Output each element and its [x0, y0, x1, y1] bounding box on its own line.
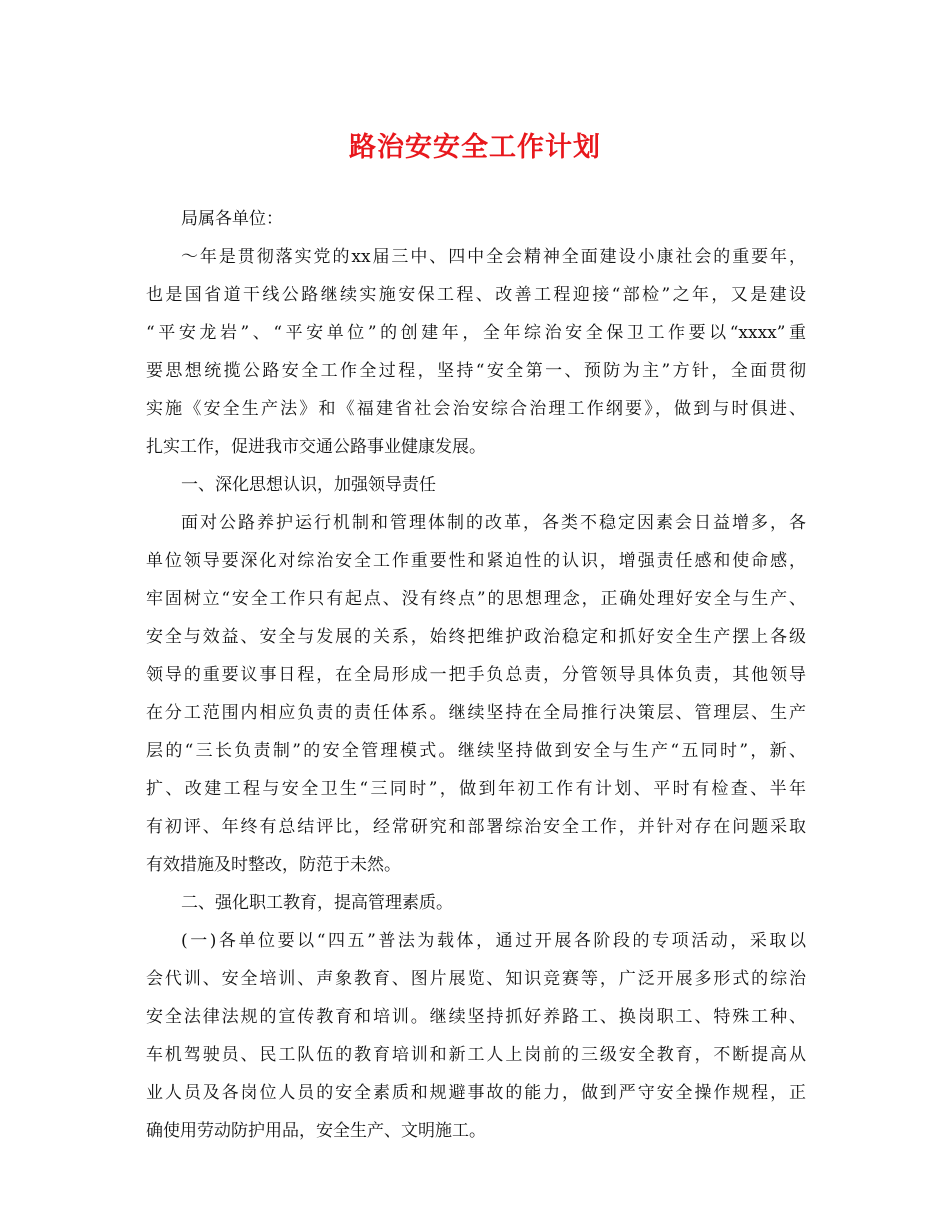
- paragraph-line: 扩、改建工程与安全卫生“三同时”，做到年初工作有计划、平时有检查、半年: [146, 779, 806, 799]
- salutation: 局属各单位：: [181, 209, 283, 229]
- paragraph-line: 扎实工作，促进我市交通公路事业健康发展。: [146, 437, 486, 457]
- paragraph-line: 有初评、年终有总结评比，经常研究和部署综治安全工作，并针对存在问题采取: [146, 817, 806, 837]
- paragraph-line: 也是国省道干线公路继续实施安保工程、改善工程迎接“部检”之年，又是建设: [146, 285, 806, 305]
- paragraph-line: 安全与效益、安全与发展的关系，始终把维护政治稳定和抓好安全生产摆上各级: [146, 627, 806, 647]
- paragraph-line: 牢固树立“安全工作只有起点、没有终点”的思想理念，正确处理好安全与生产、: [146, 589, 806, 609]
- section-heading: 一、深化思想认识，加强领导责任: [181, 475, 436, 495]
- document-title: 路治安安全工作计划: [349, 132, 601, 163]
- paragraph-line: 要思想统揽公路安全工作全过程，坚持“安全第一、预防为主”方针，全面贯彻: [146, 361, 806, 381]
- document-body: [146, 200, 806, 1150]
- paragraph-line: 有效措施及时整改，防范于未然。: [146, 855, 401, 875]
- paragraph-line: 会代训、安全培训、声象教育、图片展览、知识竞赛等，广泛开展多形式的综治: [146, 969, 806, 989]
- paragraph-line: 在分工范围内相应负责的责任体系。继续坚持在全局推行决策层、管理层、生产: [146, 703, 806, 723]
- paragraph-line: “平安龙岩”、“平安单位”的创建年，全年综治安全保卫工作要以“xxxx”重: [146, 323, 806, 343]
- paragraph-line: (一)各单位要以“四五”普法为载体，通过开展各阶段的专项活动，采取以: [181, 931, 806, 951]
- paragraph-line: 业人员及各岗位人员的安全素质和规避事故的能力，做到严守安全操作规程，正: [146, 1083, 806, 1103]
- paragraph-line: 安全法律法规的宣传教育和培训。继续坚持抓好养路工、换岗职工、特殊工种、: [146, 1007, 806, 1027]
- paragraph-line: 实施《安全生产法》和《福建省社会治安综合治理工作纲要》，做到与时俱进、: [146, 399, 806, 419]
- paragraph-line: 层的“三长负责制”的安全管理模式。继续坚持做到安全与生产“五同时”，新、: [146, 741, 806, 761]
- paragraph-line: 车机驾驶员、民工队伍的教育培训和新工人上岗前的三级安全教育，不断提高从: [146, 1045, 806, 1065]
- section-heading: 二、强化职工教育，提高管理素质。: [181, 893, 453, 913]
- paragraph-line: 面对公路养护运行机制和管理体制的改革，各类不稳定因素会日益增多，各: [181, 513, 806, 533]
- paragraph-line: 确使用劳动防护用品，安全生产、文明施工。: [146, 1121, 486, 1141]
- paragraph-line: 领导的重要议事日程，在全局形成一把手负总责，分管领导具体负责，其他领导: [146, 665, 806, 685]
- paragraph-line: ～年是贯彻落实党的xx届三中、四中全会精神全面建设小康社会的重要年，: [181, 247, 806, 267]
- paragraph-line: 单位领导要深化对综治安全工作重要性和紧迫性的认识，增强责任感和使命感，: [146, 551, 806, 571]
